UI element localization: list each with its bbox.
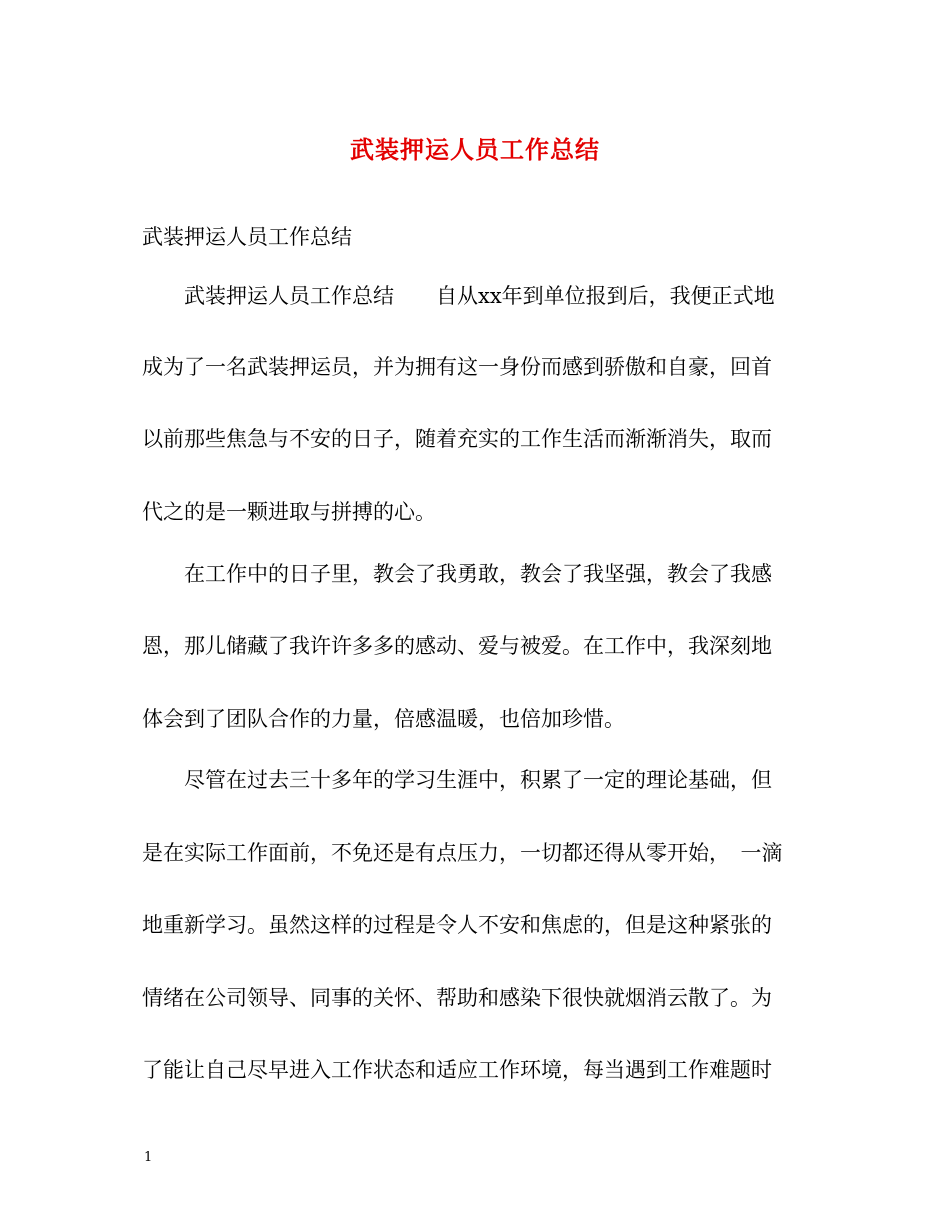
body-line: 尽管在过去三十多年的学习生涯中，积累了一定的理论基础，但 xyxy=(142,768,772,792)
body-line: 情绪在公司领导、同事的关怀、帮助和感染下很快就烟消云散了。为 xyxy=(142,986,772,1010)
body-line: 成为了一名武装押运员，并为拥有这一身份而感到骄傲和自豪，回首 xyxy=(142,355,772,379)
body-line: 以前那些焦急与不安的日子，随着充实的工作生活而渐渐消失，取而 xyxy=(142,427,772,451)
body-line: 恩，那儿储藏了我许许多多的感动、爱与被爱。在工作中，我深刻地 xyxy=(142,634,772,658)
document-title: 武装押运人员工作总结 xyxy=(350,135,600,164)
body-line: 是在实际工作面前，不免还是有点压力，一切都还得从零开始， 一滴 xyxy=(142,841,783,865)
body-line: 了能让自己尽早进入工作状态和适应工作环境，每当遇到工作难题时 xyxy=(142,1058,772,1082)
document-subtitle: 武装押运人员工作总结 xyxy=(142,225,352,249)
body-line: 体会到了团队合作的力量，倍感温暖，也倍加珍惜。 xyxy=(142,707,625,731)
body-line: 在工作中的日子里，教会了我勇敢，教会了我坚强，教会了我感 xyxy=(142,562,772,586)
body-line: 代之的是一颗进取与拼搏的心。 xyxy=(142,500,436,524)
body-line: 地重新学习。虽然这样的过程是令人不安和焦虑的，但是这种紧张的 xyxy=(142,913,772,937)
page-number: 1 xyxy=(144,1150,153,1165)
body-line: 武装押运人员工作总结 自从xx年到单位报到后，我便正式地 xyxy=(142,284,775,308)
